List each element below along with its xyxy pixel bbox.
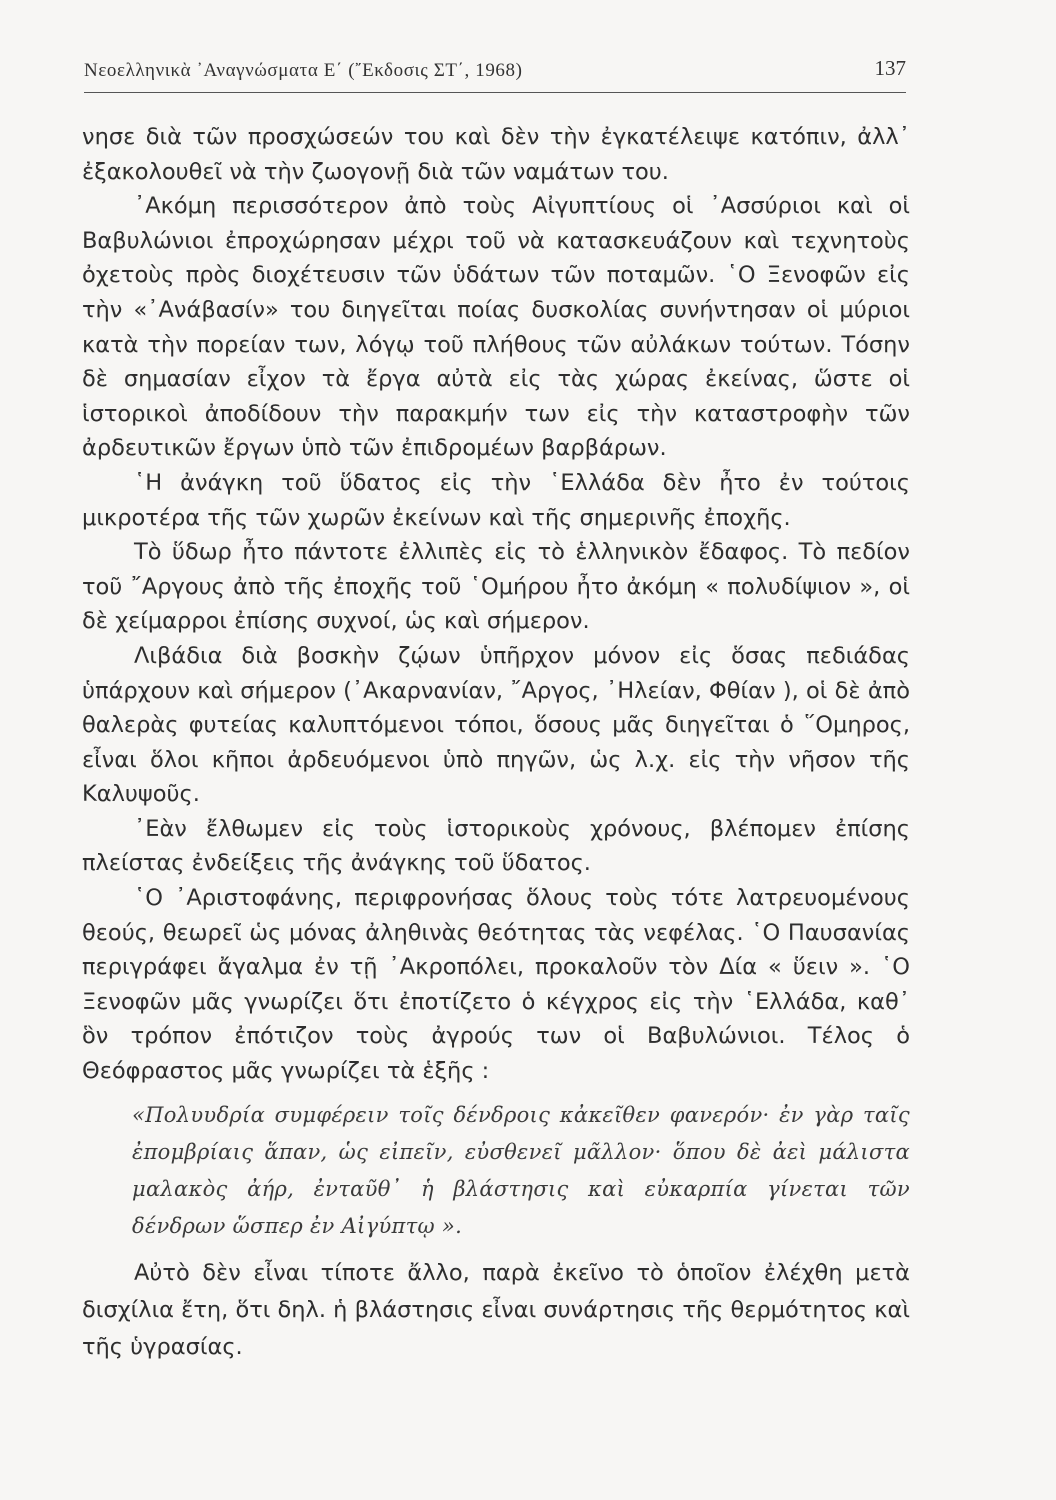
closing-paragraph-container xyxy=(82,1255,910,1366)
body-text xyxy=(82,120,910,1089)
paragraph: ῾Η ἀνάγκη τοῦ ὕδατος εἰς τὴν ῾Ελλάδα δὲν ἦτο ἐν τούτοις μικροτέρα τῆς τῶν χωρῶν ἐκείνων καὶ τῆς σημερινῆς ἐποχῆς. xyxy=(82,469,910,531)
paragraph: Τὸ ὕδωρ ἦτο πάντοτε ἐλλιπὲς εἰς τὸ ἑλληνικὸν ἔδαφος. Τὸ πεδίον τοῦ ῎Αργους ἀπὸ τῆς ἐποχῆς τοῦ ῾Ομήρου ἦτο ἀκόμη « πολυδίψιον », οἱ δὲ χείμαρροι ἐπίσης συχνοί, ὡς καὶ σήμερον. xyxy=(82,539,910,635)
closing-paragraph: Αὐτὸ δὲν εἶναι τίποτε ἄλλο, παρὰ ἐκεῖνο τὸ ὁποῖον ἐλέχθη μετὰ δισχίλια ἔτη, ὅτι δηλ. ἡ βλάστησις εἶναι συνάρτησις τῆς θερμότητος καὶ τῆς ὑγρασίας. xyxy=(82,1260,910,1360)
paragraph: Λιβάδια διὰ βοσκὴν ζῴων ὑπῆρχον μόνον εἰς ὅσας πεδιάδας ὑπάρχουν καὶ σήμερον (᾿Ακαρνανίαν, ῎Αργος, ᾿Ηλείαν, Φθίαν ), οἱ δὲ ἀπὸ θαλερὰς φυτείας καλυπτόμενοι τόποι, ὅσους μᾶς διηγεῖται ὁ ῞Ομηρος, εἶναι ὅλοι κῆποι ἀρδευόμενοι ὑπὸ πηγῶν, ὡς λ.χ. εἰς τὴν νῆσον τῆς Καλυψοῦς. xyxy=(82,642,910,808)
block-quote: «Πολυυδρία συμφέρειν τοῖς δένδροις κἀκεῖθεν φανερόν· ἐν γὰρ ταῖς ἐπομβρίαις ἅπαν, ὡς εἰπεῖν, εὐσθενεῖ μᾶλλον· ὅπου δὲ ἀεὶ μάλιστα μαλακὸς ἀήρ, ἐνταῦθ᾿ ἡ βλάστησις καὶ εὐκαρπία γίνεται τῶν δένδρων ὥσπερ ἐν Αἰγύπτῳ ». xyxy=(132,1103,910,1238)
running-header xyxy=(84,56,906,90)
paragraph: ᾿Ακόμη περισσότερον ἀπὸ τοὺς Αἰγυπτίους οἱ ᾿Ασσύριοι καὶ οἱ Βαβυλώνιοι ἐπροχώρησαν μέχρι τοῦ νὰ κατασκευάζουν καὶ τεχνητοὺς ὀχετοὺς πρὸς διοχέτευσιν τῶν ὑδάτων τῶν ποταμῶν. ῾Ο Ξενοφῶν εἰς τὴν «᾿Ανάβασίν» του διηγεῖται ποίας δυσκολίας συνήντησαν οἱ μύριοι κατὰ τὴν πορείαν των, λόγῳ τοῦ πλήθους τῶν αὐλάκων τούτων. Τόσην δὲ σημασίαν εἶχον τὰ ἔργα αὐτὰ εἰς τὰς χώρας ἐκείνας, ὥστε οἱ ἱστορικοὶ ἀποδίδουν τὴν παρακμήν των εἰς τὴν καταστροφὴν τῶν ἀρδευτικῶν ἔργων ὑπὸ τῶν ἐπιδρομέων βαρβάρων. xyxy=(82,193,910,462)
paragraph: ῾Ο ᾿Αριστοφάνης, περιφρονήσας ὅλους τοὺς τότε λατρευομένους θεούς, θεωρεῖ ὡς μόνας ἀληθινὰς θεότητας τὰς νεφέλας. ῾Ο Παυσανίας περιγράφει ἄγαλμα ἐν τῇ ᾿Ακροπόλει, προκαλοῦν τὸν Δία « ὕειν ». ῾Ο Ξενοφῶν μᾶς γνωρίζει ὅτι ἐποτίζετο ὁ κέγχρος εἰς τὴν ῾Ελλάδα, καθ᾿ ὃν τρόπον ἐπότιζον τοὺς ἀγρούς των οἱ Βαβυλώνιοι. Τέλος ὁ Θεόφραστος μᾶς γνωρίζει τὰ ἑξῆς : xyxy=(82,885,910,1085)
paragraph: νησε διὰ τῶν προσχώσεών του καὶ δὲν τὴν ἐγκατέλειψε κατόπιν, ἀλλ᾿ ἐξακολουθεῖ νὰ τὴν ζωογονῇ διὰ τῶν ναμάτων του. xyxy=(82,124,910,185)
paragraph: ᾿Εὰν ἔλθωμεν εἰς τοὺς ἱστορικοὺς χρόνους, βλέπομεν ἐπίσης πλείστας ἐνδείξεις τῆς ἀνάγκης τοῦ ὕδατος. xyxy=(82,815,910,877)
header-title: Νεοελληνικὰ ᾿Αναγνώσματα Ε΄ (῎Εκδοσις ΣΤ΄, 1968) xyxy=(84,60,523,81)
header-rule xyxy=(84,92,906,93)
page-number: 137 xyxy=(874,56,906,80)
